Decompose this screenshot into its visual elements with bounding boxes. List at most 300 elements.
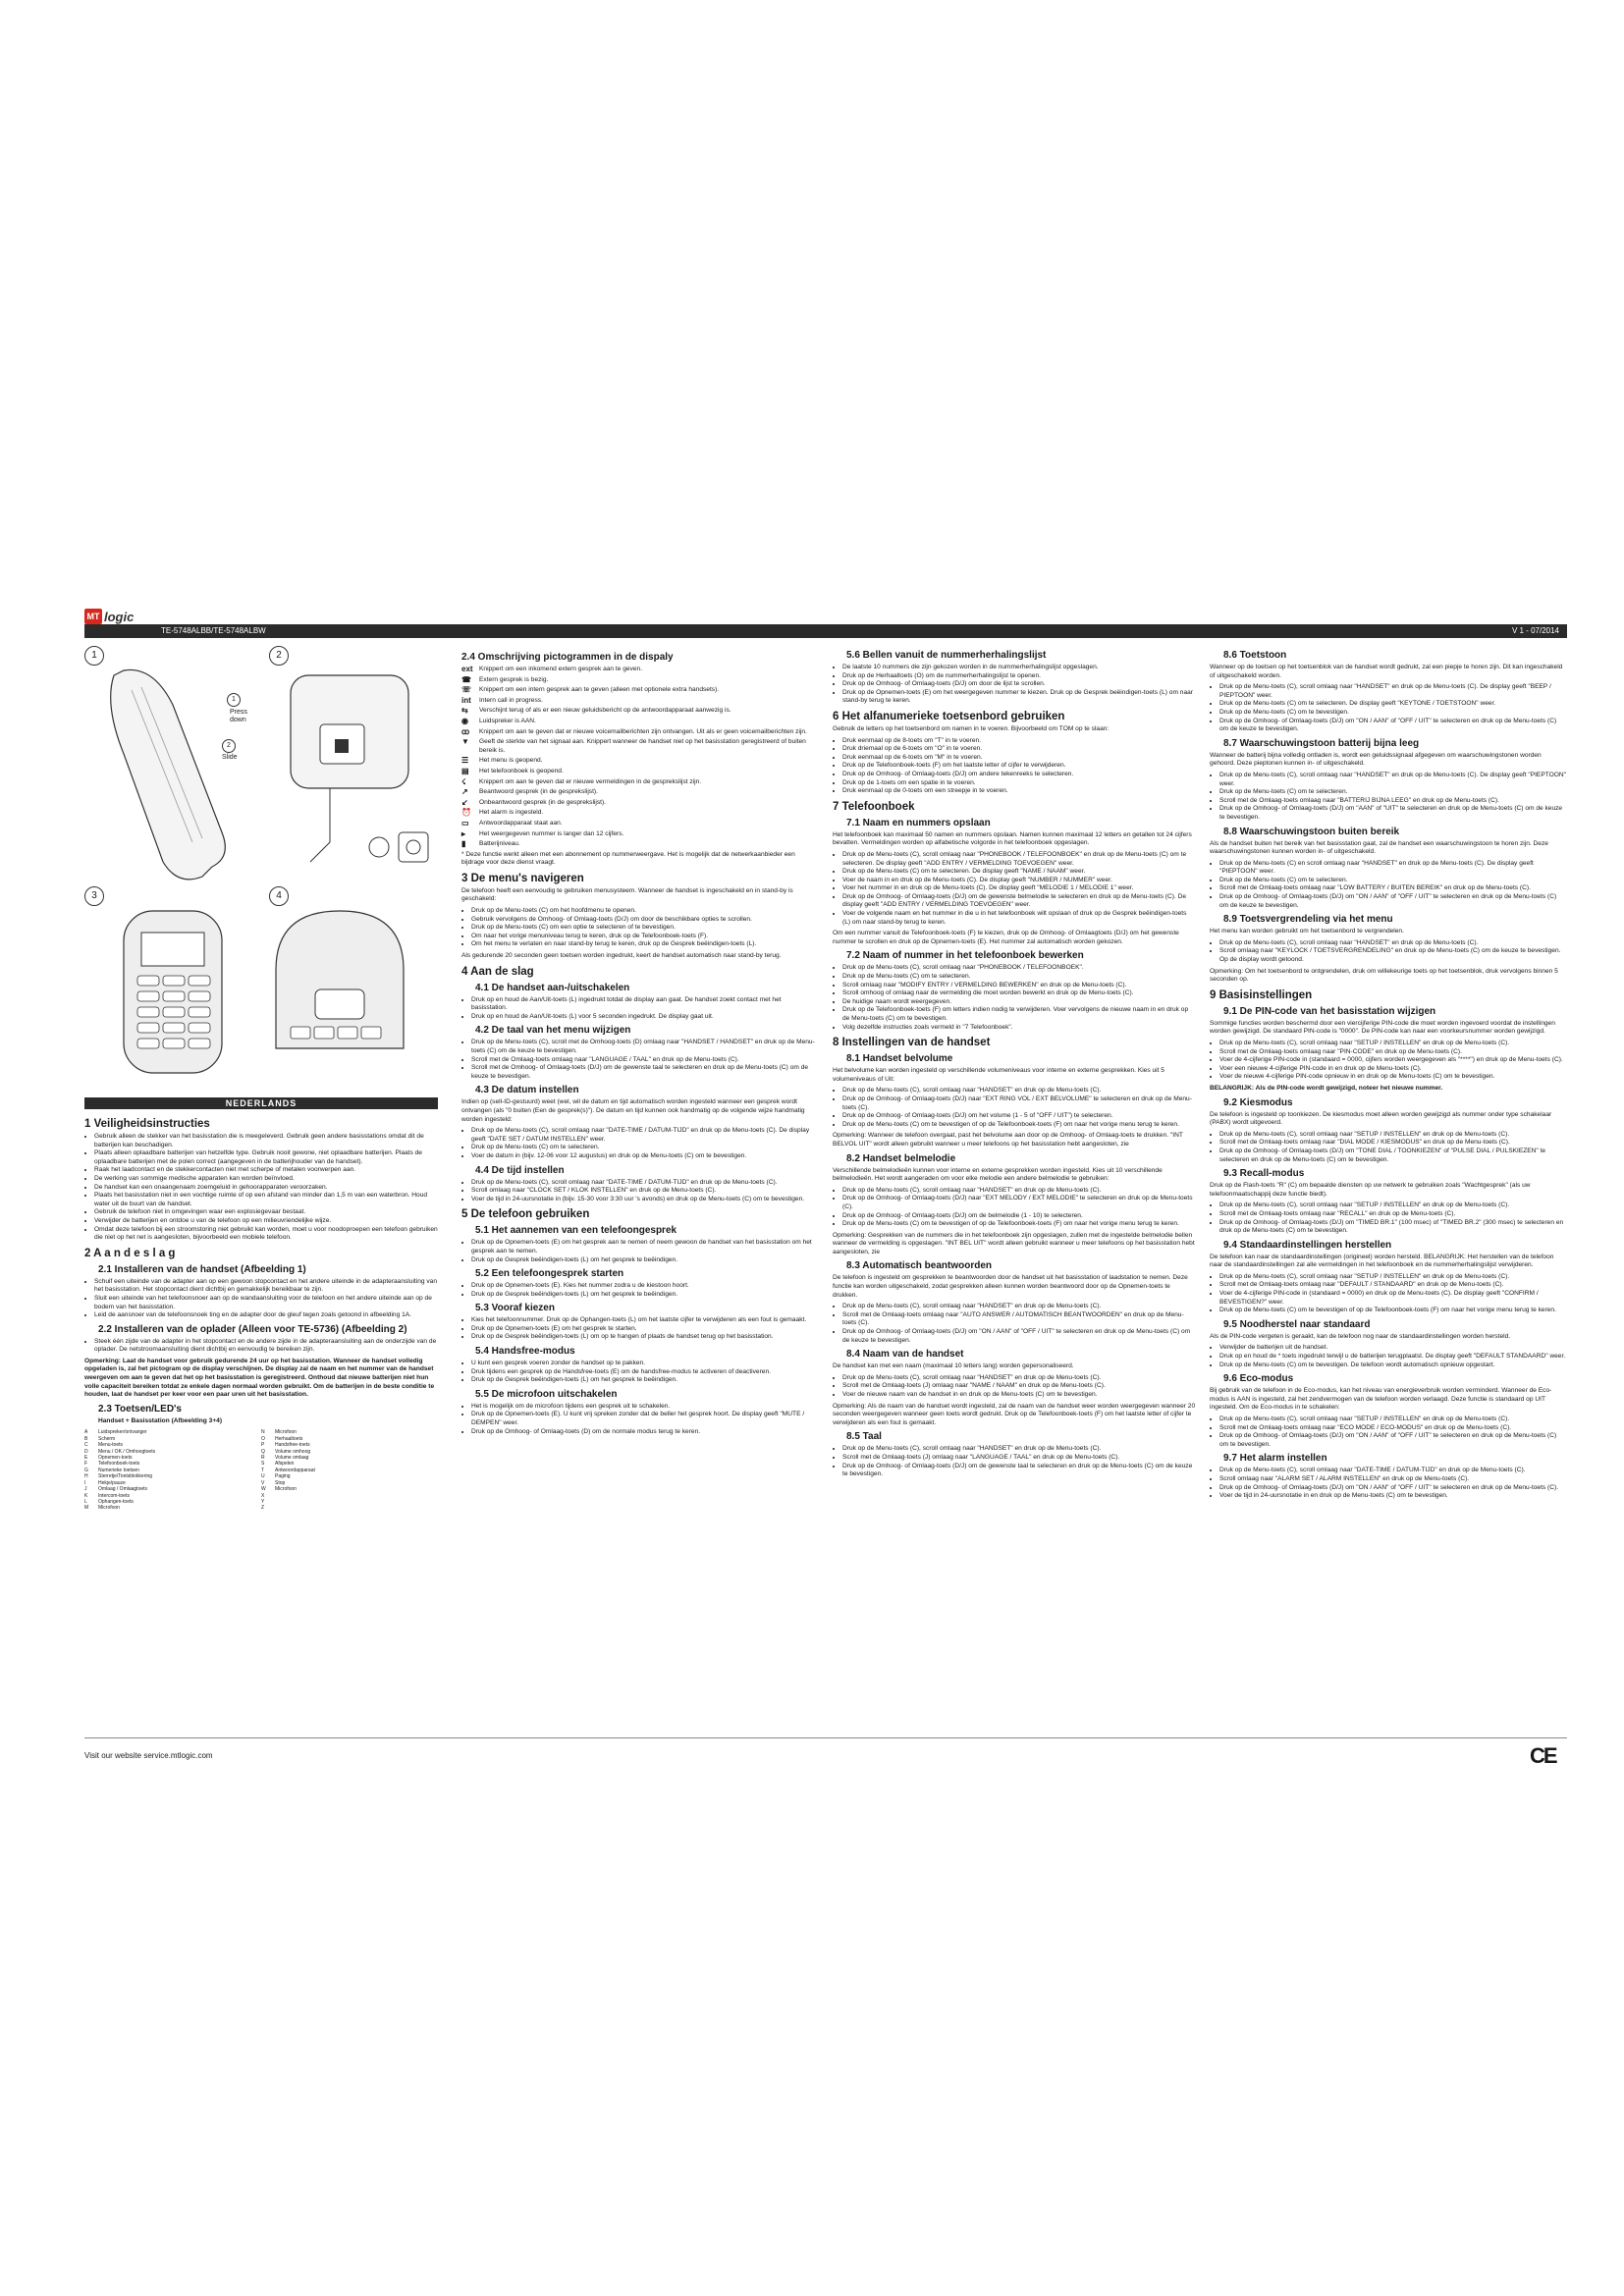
section-5-2-list xyxy=(461,1282,815,1299)
list-item: • Druk op de Menu-toets (C), scroll omlaag naar "HANDSET" en druk op de Menu-toets (C). xyxy=(842,1087,1196,1095)
answering-machine-icon: ⇆ xyxy=(461,706,468,716)
icon-desc: Geeft de sterkte van het signaal aan. Knippert wanneer de handset niet op het basisstation geregistreerd of buiten bereik is. xyxy=(479,738,806,754)
list-item: • Scroll met de Omlaag-toets omlaag naar "PIN-CODE" en druk op de Menu-toets (C). xyxy=(1219,1048,1567,1057)
paragraph: Opmerking: Als de naam van de handset wordt ingesteld, zal de naam van de handset weer worden weergegeven wanneer 20 seconden weergegeven wanneer geen toets wordt gedrukt. Druk op de Telefoonboek-toets (F) om het laatste letter of cijfer te verwijderen als een fout is gemaakt. xyxy=(833,1402,1196,1426)
list-item: • Druk eenmaal op de 8-toets om "T" in te voeren. xyxy=(842,737,1196,746)
list-item: • Raak het laadcontact en de stekkercontacten niet met scherpe of metalen voorwerpen aan. xyxy=(94,1166,438,1175)
section-9-4-title: 9.4 Standaardinstellingen herstellen xyxy=(1223,1239,1392,1251)
list-item: • Druk eenmaal op de 0-toets om een streepje in te voeren. xyxy=(842,787,1196,796)
section-3-list xyxy=(461,907,815,949)
section-4-3-list xyxy=(461,1127,815,1160)
legend-desc: Scherm xyxy=(98,1435,116,1442)
section-7-2-title: 7.2 Naam of nummer in het telefoonboek bewerken xyxy=(846,950,1084,962)
paragraph: Als de PIN-code vergeten is geraakt, kan de telefoon nog naar de standaardinstellingen worden hersteld. xyxy=(1210,1332,1511,1340)
list-item: • Druk op de Menu-toets (C), scroll omlaag naar "HANDSET" en druk op de Menu-toets (C). xyxy=(842,1187,1196,1196)
section-9-3-title: 9.3 Recall-modus xyxy=(1223,1168,1305,1180)
list-item: • Plaats het basisstation niet in een vochtige ruimte of op een afstand van minder dan 1,5 m van een waterbron. Houd water uit de buurt van de handset. xyxy=(94,1192,438,1208)
section-8-3-list xyxy=(833,1303,1196,1345)
legend-desc: Microfoon xyxy=(98,1505,120,1512)
language-bar: NEDERLANDS xyxy=(84,1097,438,1109)
paragraph: Opmerking: Gesprekken van de nummers die in het telefoonboek zijn opgeslagen, zullen met de ingestelde belmelodie bellen wanneer de vermelding is opgeslagen. "INT BEL UIT" wordt alleen gebruikt wanneer u meer telefoons op het basisstation hebt aangesloten, zie xyxy=(833,1231,1195,1255)
icon-row xyxy=(461,809,815,818)
charging-note: Opmerking: Laat de handset voor gebruik gedurende 24 uur op het basisstation. Wanneer de handset volledig opgeladen is, zal het pictogram op de display verschijnen. De display zal de naam en het nummer van de handset weergeven om aan te geven dat het op het basisstation is geregistreerd. Onthoud dat nieuwe batterijen niet hun volle capaciteit bereiken totdat ze enkele dagen normaal worden gebruikt. Om de batterijen in de beste conditie te houden, laat de handset per keer voor een paar uren uit het basisstation. xyxy=(84,1357,435,1399)
section-7-2-list xyxy=(833,964,1196,1032)
callout-number-1: 1 xyxy=(227,693,241,707)
list-item: • Gebruik vervolgens de Omhoog- of Omlaag-toets (D/J) om door de beschikbare opties te scrollen. xyxy=(471,916,815,925)
legend-desc: Stop xyxy=(275,1479,286,1486)
figure-4-base-station xyxy=(276,911,404,1048)
section-8-2-title: 8.2 Handset belmelodie xyxy=(846,1152,956,1164)
column-3 xyxy=(833,646,1196,1482)
section-8-7-list xyxy=(1210,772,1567,823)
section-4-2-title: 4.2 De taal van het menu wijzigen xyxy=(475,1025,631,1037)
list-item: • Druk op de Opnemen-toets (E). Kies het nummer zodra u de kiestoon hoort. xyxy=(471,1282,815,1291)
paragraph: Als gedurende 20 seconden geen toetsen worden ingedrukt, keert de handset automatisch naar stand-by terug. xyxy=(461,952,782,960)
list-item: • Druk op de Menu-toets (C), scroll omlaag naar "PHONEBOOK / TELEFOONBOEK" en druk op de Menu-toets (C) om te selecteren. De display geeft "ADD ENTRY / VERMELDING TOEVOEGEN" weer. xyxy=(842,851,1196,868)
section-8-1-title: 8.1 Handset belvolume xyxy=(846,1053,953,1065)
list-item: • Scroll met de Omlaag-toets omlaag naar "LANGUAGE / TAAL" en druk op de Menu-toets (C). xyxy=(471,1056,815,1065)
section-8-3-title: 8.3 Automatisch beantwoorden xyxy=(846,1260,992,1272)
list-item: • Voer de nieuwe 4-cijferige PIN-code opnieuw in en druk op de Menu-toets (C) om te bevestigen. xyxy=(1219,1073,1567,1082)
list-item: • Druk op de Omhoog- of Omlaag-toets (D/J) om "ON / AAN" of "OFF / UIT" te selecteren en druk op de Menu-toets (C) om de keuze te bevestigen. xyxy=(1219,893,1567,910)
icon-row xyxy=(461,686,815,695)
list-item: • Druk tijdens een gesprek op de Handsfree-toets (E) om de handsfree-modus te activeren of deactiveren. xyxy=(471,1368,815,1377)
list-item: • Schuif een uiteinde van de adapter aan op een gewoon stopcontact en het andere uiteinde in de adapteraansluiting van het basisstation. Het stopcontact dient dichtbij en gemakkelijk bereikbaar te zijn. xyxy=(94,1278,438,1295)
list-item: • Scroll met de Omlaag-toets omlaag naar "RECALL" en druk op de Menu-toets (C). xyxy=(1219,1210,1567,1219)
list-item: • Voer de datum in (bijv. 12-06 voor 12 augustus) en druk op de Menu-toets (C) om te bevestigen. xyxy=(471,1152,815,1161)
section-6-title: 6 Het alfanumerieke toetsenbord gebruiken xyxy=(833,710,1065,722)
list-item: • Druk driemaal op de 6-toets om "O" in te voeren. xyxy=(842,745,1196,754)
section-8-9-title: 8.9 Toetsvergrendeling via het menu xyxy=(1223,914,1393,926)
paragraph: Sommige functies worden beschermd door een viercijferige PIN-code die moet worden ingevoerd voordat de instellingen worden gewijzigd. De standaard PIN-code is "0000". De PIN-code kan naar een voorkeursnummer worden gewijzigd. xyxy=(1210,1019,1555,1036)
call-log-icon: ☇ xyxy=(461,776,466,786)
legend-key: H xyxy=(84,1473,88,1480)
section-6-list xyxy=(833,737,1196,796)
section-5-4-title: 5.4 Handsfree-modus xyxy=(475,1346,575,1358)
list-item: • Druk op de Menu-toets (C), scroll omlaag naar "HANDSET" en druk op de Menu-toets (C). xyxy=(842,1374,1196,1383)
section-3-title: 3 De menu's navigeren xyxy=(461,872,584,884)
section-9-6-list xyxy=(1210,1415,1567,1449)
legend-key: R xyxy=(261,1455,265,1462)
list-item: • Druk op de Omhoog- of Omlaag-toets (D/J) om "ON / AAN" of "OFF / UIT" te selecteren en druk op de Menu-toets (C). xyxy=(1219,1484,1567,1493)
section-9-7-title: 9.7 Het alarm instellen xyxy=(1223,1453,1327,1465)
list-item: • Druk op en houd de Aan/Uit-toets (L) voor 5 seconden ingedrukt. De display gaat uit. xyxy=(471,1013,815,1022)
figures-area xyxy=(84,646,438,1078)
icon-desc: Luidspreker is AAN. xyxy=(479,717,536,724)
icon-desc: Batterijniveau. xyxy=(479,840,520,848)
signal-icon: ▼ xyxy=(461,737,469,747)
icon-descriptions xyxy=(461,666,815,849)
legend-key: G xyxy=(84,1467,88,1473)
model-number: TE-5748ALBB/TE-5748ALBW xyxy=(161,626,266,635)
section-5-4-list xyxy=(461,1360,815,1385)
section-7-1-title: 7.1 Naam en nummers opslaan xyxy=(846,817,991,828)
section-8-2-list xyxy=(833,1187,1196,1229)
list-item: • Verwijder de batterijen en ontdoe u van de telefoon op een milieuvriendelijke wijze. xyxy=(94,1217,438,1226)
phonebook-icon: ▤ xyxy=(461,766,469,775)
list-item: • Scroll met de Omlaag-toets omlaag naar "ECO MODE / ECO-MODUS" en druk op de Menu-toets (C). xyxy=(1219,1424,1567,1433)
figure-number-1: 1 xyxy=(84,646,104,666)
list-item: • De huidige naam wordt weergegeven. xyxy=(842,998,1196,1007)
list-item: • Druk op de Menu-toets (C) en scroll omlaag naar "HANDSET" en druk op de Menu-toets (C). De display geeft "PIEPTOON" weer. xyxy=(1219,860,1567,877)
section-8-5-list xyxy=(833,1445,1196,1478)
answered-call-icon: ↗ xyxy=(461,787,468,797)
legend-key: K xyxy=(84,1492,88,1499)
section-8-8-list xyxy=(1210,860,1567,911)
paragraph: Om een nummer vanuit de Telefoonboek-toets (F) te kiezen, druk op de Omhoog- of Omlaagtoets (D/J) om het gewenste nummer te scrollen en druk op de Opnemen-toets (E). Het nummer zal automatisch worden gekozen. xyxy=(833,930,1179,945)
icon-desc: Onbeantwoord gesprek (in de gesprekslijst). xyxy=(479,798,607,806)
list-item: • De handset kan een onaangenaam zoemgeluid in gehoorapparaten veroorzaken. xyxy=(94,1184,438,1193)
legend-key: J xyxy=(84,1486,87,1493)
legend-desc xyxy=(275,1505,438,1511)
legend-key: O xyxy=(261,1435,265,1442)
ce-mark: CE xyxy=(1530,1743,1556,1768)
key-legend xyxy=(84,1429,438,1511)
list-item: • Druk op de Opnemen-toets (E) om het gesprek aan te nemen of neem gewoon de handset van het basisstation om het gesprek aan te nemen. xyxy=(471,1239,815,1255)
list-item: • Druk op de Menu-toets (C), scroll omlaag naar "PHONEBOOK / TELEFOONBOEK". xyxy=(842,964,1196,973)
list-item: • Voer de nieuwe naam van de handset in en druk op de Menu-toets (C) om te bevestigen. xyxy=(842,1391,1196,1400)
legend-key: P xyxy=(261,1442,265,1449)
list-item: • Scroll met de Omhoog- of Omlaag-toets (D/J) om de gewenste taal te selecteren en druk op de Menu-toets (C) om de keuze te bevestigen. xyxy=(471,1064,815,1081)
list-item: • De laatste 10 nummers die zijn gekozen worden in de nummerherhalingslijst opgeslagen. xyxy=(842,664,1196,672)
icon-desc: Het weergegeven nummer is langer dan 12 cijfers. xyxy=(479,829,624,837)
brand-logo xyxy=(84,605,134,624)
section-2-3-subtitle: Handset + Basisstation (Afbeelding 3+4) xyxy=(98,1416,223,1424)
section-5-3-list xyxy=(461,1316,815,1342)
list-item: • Druk op de Menu-toets (C), scroll met de Omhoog-toets (D) omlaag naar "HANDSET / HANDSET" en druk op de Menu-toets (C) om de keuze te bevestigen. xyxy=(471,1039,815,1055)
list-item: • Verwijder de batterijen uit de handset. xyxy=(1219,1344,1567,1353)
list-item: • Druk op de Menu-toets (C), scroll omlaag naar "SETUP / INSTELLEN" en druk op de Menu-toets (C). xyxy=(1219,1131,1567,1140)
legend-key: Q xyxy=(261,1448,265,1455)
ext-icon: ext xyxy=(461,665,473,673)
paragraph: Het telefoonboek kan maximaal 50 namen en nummers opslaan. Namen kunnen maximaal 12 letters en getallen tot 24 cijfers bevatten. Vermeldingen worden op alfabetische volgorde in het telefoonboek opgeslagen. xyxy=(833,830,1192,847)
list-item: • Druk op de Menu-toets (C) om te selecteren. xyxy=(1219,877,1567,885)
legend-key: I xyxy=(84,1479,86,1486)
list-item: • De werking van sommige medische apparaten kan worden beïnvloed. xyxy=(94,1175,438,1184)
int-icon: int xyxy=(461,695,471,705)
paragraph: Gebruik de letters op het toetsenbord om namen in te voeren. Bijvoorbeeld om TOM op te slaan: xyxy=(833,724,1110,732)
list-item: • Scroll met de Omlaag-toets (J) omlaag naar "LANGUAGE / TAAL" en druk op de Menu-toets (C). xyxy=(842,1454,1196,1463)
legend-desc: Herhaaltoets xyxy=(275,1435,303,1442)
list-item: • Voer het nummer in en druk op de Menu-toets (C). De display geeft "MELODIE 1 / MELODIE 1" weer. xyxy=(842,884,1196,893)
legend-desc: Menu / OK / Omhoogtoets xyxy=(98,1448,156,1455)
legend-desc: Microfoon xyxy=(275,1486,297,1493)
legend-key: Y xyxy=(261,1498,265,1505)
list-item: • Voer de 4-cijferige PIN-code in (standaard = 0000, cijfers worden weergegeven als "****") en druk op de Menu-toets (C). xyxy=(1219,1056,1567,1065)
phone-icon: ☎ xyxy=(461,674,471,684)
arrow-right-icon: ▸ xyxy=(461,828,466,838)
press-label: Press xyxy=(230,709,247,716)
list-item: • Druk op de Omhoog- of Omlaag-toets (D/J) om "ON / AAN" of "OFF / UIT" te selecteren en druk op de Menu-toets (C) om de keuze te bevestigen. xyxy=(842,1328,1196,1345)
paragraph: Wanneer op de toetsen op het toetsenblok van de handset wordt gedrukt, zal een piepje te horen zijn. Dit kan ingeschakeld of uitgeschakeld worden. xyxy=(1210,664,1563,679)
legend-desc: Hekje/pauze xyxy=(98,1479,126,1486)
list-item: • Druk op de Menu-toets (C), scroll omlaag naar "HANDSET" en druk op de Menu-toets (C). De display geeft "BEEP / PIEPTOON" weer. xyxy=(1219,683,1567,700)
list-item: • Om het menu te verlaten en naar stand-by terug te keren, druk op de Gesprek beëindigen-toets (L). xyxy=(471,940,815,949)
section-4-1-list xyxy=(461,996,815,1022)
icon-desc: Knippert om aan te geven dat er nieuwe vermeldingen in de gesprekslijst zijn. xyxy=(479,777,702,785)
section-2-1-list xyxy=(84,1278,438,1320)
list-item: • Volg dezelfde instructies zoals vermeld in "7 Telefoonboek". xyxy=(842,1024,1196,1033)
list-item: • Voer de volgende naam en het nummer in die u in het telefoonboek wilt opslaan of druk op de Gesprek beëindigen-toets (L) om naar stand-by terug te keren. xyxy=(842,910,1196,927)
list-item: • Druk op de Menu-toets (C) om het hoofdmenu te openen. xyxy=(471,907,815,916)
legend-key: Z xyxy=(261,1505,265,1512)
section-8-9-list xyxy=(1210,939,1567,965)
section-9-4-list xyxy=(1210,1273,1567,1315)
icons-note: * Deze functie werkt alleen met een abonnement op nummerweergave. Het is mogelijk dat de netwerkaanbieder een bijdrage voor deze dienst vraagt. xyxy=(461,850,795,867)
list-item: • Druk op de Omhoog- of Omlaag-toets (D/J) naar "EXT RING VOL / EXT BELVOLUME" te selecteren en druk op de Menu-toets (C). xyxy=(842,1095,1196,1112)
list-item: • Druk op de Menu-toets (C) om te bevestigen of op de Telefoonboek-toets (F) om naar het vorige menu terug te keren. xyxy=(842,1220,1196,1229)
section-9-6-title: 9.6 Eco-modus xyxy=(1223,1373,1294,1385)
list-item: • Druk op de Opnemen-toets (E). U kunt vrij spreken zonder dat de beller het gesprek hoort. De display geeft "MUTE / DEMPEN" weer. xyxy=(471,1411,815,1427)
list-item: • Plaats alleen oplaadbare batterijen van hetzelfde type. Gebruik nooit gewone, niet oplaadbare batterijen. Plaats de oplaadbare batterijen met de polen correct (aangegeven in de batterijhouder van de handset). xyxy=(94,1149,438,1166)
paragraph: Het menu kan worden gebruikt om het toetsenbord te vergrendelen. xyxy=(1210,928,1404,935)
legend-desc: Opnemen-toets xyxy=(98,1455,133,1462)
icon-row xyxy=(461,707,815,716)
list-item: • Scroll met de Omlaag-toets omlaag naar "BATTERIJ BIJNA LEEG" en druk op de Menu-toets (C). xyxy=(1219,797,1567,806)
callout-number-2: 2 xyxy=(222,739,236,753)
icon-row xyxy=(461,718,815,726)
legend-key: T xyxy=(261,1467,265,1473)
list-item: • Druk op de Gesprek beëindigen-toets (L) om het gesprek te beëindigen. xyxy=(471,1376,815,1385)
list-item: • Sluit een uiteinde van het telefoonsnoer aan op de wandaansluiting voor de telefoon en het andere uiteinde aan op de bodem van het basisstation. xyxy=(94,1295,438,1311)
figure-number-4: 4 xyxy=(269,886,289,906)
icon-row xyxy=(461,757,815,766)
list-item: • Druk op de Menu-toets (C), scroll omlaag naar "DATE-TIME / DATUM-TIJD" en druk op de Menu-toets (C). De display geeft "DATE SET / DATUM INSTELLEN" weer. xyxy=(471,1127,815,1144)
list-item: • Druk op de Gesprek beëindigen-toets (L) om het gesprek te beëindigen. xyxy=(471,1256,815,1265)
section-8-1-list xyxy=(833,1087,1196,1129)
footer-divider xyxy=(84,1737,1567,1738)
list-item: • Scroll met de Omlaag-toets omlaag naar "DIAL MODE / KIESMODUS" en druk op de Menu-toets (C). xyxy=(1219,1139,1567,1148)
legend-key: A xyxy=(84,1429,88,1436)
voicemail-icon: ꝏ xyxy=(461,726,470,736)
section-2-title: 2 A a n d e s l a g xyxy=(84,1247,176,1259)
section-4-3-title: 4.3 De datum instellen xyxy=(475,1085,579,1096)
section-4-title: 4 Aan de slag xyxy=(461,965,534,978)
list-item: • Druk op de Omhoog- of Omlaag-toets (D/J) om de belmelodie (1 - 10) te selecteren. xyxy=(842,1212,1196,1221)
section-5-1-title: 5.1 Het aannemen van een telefoongesprek xyxy=(475,1225,677,1237)
paragraph: De telefoon kan naar de standaardinstellingen (origineel) worden hersteld. BELANGRIJK: Het herstellen van de telefoon naar de standaardinstellingen zal alle vermeldingen in het telefoonboek en de nummerherhalingslijst verwijderen. xyxy=(1210,1253,1554,1269)
section-7-title: 7 Telefoonboek xyxy=(833,800,915,813)
column-1 xyxy=(84,1113,438,1512)
figure-1-handset-illustration xyxy=(111,669,226,879)
legend-desc: Intercom-toets xyxy=(98,1492,130,1499)
list-item: • Druk op de Menu-toets (C), scroll omlaag naar "HANDSET" en druk op de Menu-toets (C). xyxy=(842,1445,1196,1454)
list-item: • Druk op en houd de * toets ingedrukt terwijl u de batterijen terugplaatst. De display geeft "DEFAULT STANDAARD" weer. xyxy=(1219,1353,1567,1362)
legend-desc: Sterretje/Toetsblokkering xyxy=(98,1473,153,1480)
tape-icon: ▭ xyxy=(461,818,469,828)
section-5-6-list xyxy=(833,664,1196,706)
column-2 xyxy=(461,646,815,1439)
section-5-title: 5 De telefoon gebruiken xyxy=(461,1208,590,1221)
list-item: • Druk op en houd de Aan/Uit-toets (L) ingedrukt totdat de display aan gaat. De handset zoekt contact met het basisstation. xyxy=(471,996,815,1013)
section-5-3-title: 5.3 Vooraf kiezen xyxy=(475,1303,555,1314)
icon-desc: Knippert om een intern gesprek aan te geven (alleen met optionele extra handsets). xyxy=(479,686,720,694)
list-item: • Druk op de Menu-toets (C), scroll omlaag naar "DATE-TIME / DATUM-TIJD" en druk op de Menu-toets (C). xyxy=(1219,1467,1567,1475)
list-item: • Druk op de Menu-toets (C), scroll omlaag naar "HANDSET" en druk op de Menu-toets (C). xyxy=(1219,939,1567,948)
section-5-2-title: 5.2 Een telefoongesprek starten xyxy=(475,1268,624,1280)
list-item: • Druk op de Menu-toets (C) om een optie te selecteren of te bevestigen. xyxy=(471,924,815,933)
section-9-2-list xyxy=(1210,1131,1567,1164)
figure-3-handset-front xyxy=(124,911,222,1073)
list-item: • Druk op de Menu-toets (C), scroll omlaag naar "HANDSET" en druk op de Menu-toets (C). De display geeft "PIEPTOON" weer. xyxy=(1219,772,1567,788)
missed-call-icon: ↙ xyxy=(461,797,468,807)
section-8-5-title: 8.5 Taal xyxy=(846,1431,882,1443)
down-label: down xyxy=(230,717,246,723)
list-item: • Kies het telefoonnummer. Druk op de Ophangen-toets (L) om het laatste cijfer te verwijderen als een fout is gemaakt. xyxy=(471,1316,815,1325)
section-9-3-list xyxy=(1210,1201,1567,1235)
list-item: • Druk op de Menu-toets (C) om te selecteren. xyxy=(471,1144,815,1152)
icon-row xyxy=(461,840,815,849)
section-9-1-title: 9.1 De PIN-code van het basisstation wijzigen xyxy=(1223,1005,1436,1017)
list-item: • Druk op de Omhoog- of Omlaag-toets (D/J) om door de lijst te scrollen. xyxy=(842,680,1196,689)
icon-row xyxy=(461,799,815,808)
legend-key: U xyxy=(261,1473,265,1480)
section-7-1-list xyxy=(833,851,1196,927)
legend-desc: Volume omhoog xyxy=(275,1448,311,1455)
list-item: • Druk op de Opnemen-toets (E) om het weergegeven nummer te kiezen. Druk op de Gesprek beëindigen-toets (L) om naar stand-by terug te keren. xyxy=(842,689,1196,706)
icon-row xyxy=(461,768,815,776)
section-9-1-list xyxy=(1210,1040,1567,1082)
list-item: • Druk op de Omhoog- of Omlaag-toets (D/J) om "ON / AAN" of "OFF / UIT" te selecteren en druk op de Menu-toets (C) om te bevestigen. xyxy=(1219,1432,1567,1449)
legend-desc: Telefoonboek-toets xyxy=(98,1461,140,1468)
list-item: • Druk op de Menu-toets (C) om te bevestigen of op de Telefoonboek-toets (F) om naar het vorige menu terug te keren. xyxy=(1219,1307,1567,1315)
legend-desc: Antwoordapparaat xyxy=(275,1467,315,1473)
icon-desc: Knippert om aan te geven dat er nieuwe voicemailberichten zijn ontvangen. Uit als er geen voicemailberichten zijn. xyxy=(479,727,807,735)
legend-desc: Luidspreker/ontvanger xyxy=(98,1429,147,1436)
section-2-4-title: 2.4 Omschrijving pictogrammen in de dispaly xyxy=(461,652,674,663)
list-item: • Druk op de Omhoog- of Omlaag-toets (D/J) om "TONE DIAL / TOONKIEZEN" of "PULSE DIAL / PULSKIEZEN" te selecteren en druk op de Menu-toets (C) om te bevestigen. xyxy=(1219,1148,1567,1164)
list-item: • Gebruik de telefoon niet in omgevingen waar een explosiegevaar bestaat. xyxy=(94,1208,438,1217)
list-item: • Druk op de Omhoog- of Omlaag-toets (D/J) om "ON / AAN" of "OFF / UIT" te selecteren en druk op de Menu-toets (C) om de keuze te bevestigen. xyxy=(1219,718,1567,734)
legend-key: N xyxy=(261,1429,265,1436)
figure-2-charger-illustration xyxy=(291,675,428,862)
figure-number-3: 3 xyxy=(84,886,104,906)
icon-desc: Het alarm is ingesteld. xyxy=(479,809,544,817)
list-item: • Druk op de Omhoog- of Omlaag-toets (D/J) naar "EXT MELODY / EXT MELODIE" te selecteren en druk op de Menu-toets (C). xyxy=(842,1195,1196,1211)
list-item: • Steek één zijde van de adapter in het stopcontact en de andere zijde in de adapteraansluiting aan de onderzijde van de oplader. De netstroomaansluiting dient dichtbij en eenvoudig te bereiken zijn. xyxy=(94,1338,438,1355)
list-item: • Scroll met de Omlaag-toets omlaag naar "AUTO ANSWER / AUTOMATISCH BEANTWOORDEN" en druk op de Menu-toets (C). xyxy=(842,1311,1196,1328)
legend-desc: Ophangen-toets xyxy=(98,1498,134,1505)
paragraph: Opmerking: Om het toetsenbord te ontgrendelen, druk om willekeurige toets op het toetsenblok, druk vervolgens binnen 5 seconden op. xyxy=(1210,967,1558,984)
speaker-icon: ◉ xyxy=(461,716,468,725)
list-item: • Leid de aansnoer van de telefoonsnoek ting en de adapter door de gleuf tegen zoals getoond in afbeelding 1A. xyxy=(94,1311,438,1320)
icon-row xyxy=(461,830,815,839)
list-item: • Druk eenmaal op de 6-toets om "M" in te voeren. xyxy=(842,754,1196,763)
legend-key: X xyxy=(261,1492,265,1499)
list-item: • Druk op de Menu-toets (C) om te bevestigen of op de Telefoonboek-toets (F) om naar het vorige menu terug te keren. xyxy=(842,1121,1196,1130)
icon-row xyxy=(461,738,815,755)
list-item: • Druk op de Omhoog- of Omlaag-toets (D/J) om "AAN" of "UIT" te selecteren en druk op de Menu-toets (C) om de keuze te bevestigen. xyxy=(1219,805,1567,822)
icon-desc: Beantwoord gesprek (in de gesprekslijst). xyxy=(479,788,598,796)
list-item: • Druk op de Omhoog- of Omlaag-toets (D/J) om de gewenste belmelodie te selecteren en druk op de Menu-toets (C). De display geeft "ADD ENTRY / VERMELDING TOEVOEGEN" weer. xyxy=(842,893,1196,910)
list-item: • Scroll met de Omlaag-toets (J) omlaag naar "NAME / NAAM" en druk op de Menu-toets (C). xyxy=(842,1382,1196,1391)
list-item: • Druk op de Menu-toets (C) om te selecteren. De display geeft "KEYTONE / TOETSTOON" weer. xyxy=(1219,700,1567,709)
list-item: • Druk op de Herhaaltoets (O) om de nummerherhalingslijst te openen. xyxy=(842,672,1196,681)
section-9-5-title: 9.5 Noodherstel naar standaard xyxy=(1223,1318,1371,1330)
intern-phone-icon: ☏ xyxy=(461,685,472,695)
list-item: • Druk op de Omhoog- of Omlaag-toets (D/J) om andere tekenreeks te selecteren. xyxy=(842,771,1196,779)
footer-website[interactable]: Visit our website service.mtlogic.com xyxy=(84,1751,213,1760)
list-item: • Druk op de 1-toets om een spatie in te voeren. xyxy=(842,779,1196,788)
legend-desc: Afspelen xyxy=(275,1461,295,1468)
icon-desc: Intern call in progress. xyxy=(479,696,543,704)
list-item: • Scroll omlaag naar "ALARM SET / ALARM INSTELLEN" en druk op de Menu-toets (C). xyxy=(1219,1475,1567,1484)
legend-desc: Omlaag / Omlaagtoets xyxy=(98,1486,148,1493)
section-5-5-list xyxy=(461,1403,815,1436)
icon-desc: Knippert om een inkomend extern gesprek aan te geven. xyxy=(479,666,643,672)
list-item: • Druk op de Menu-toets (C) om te bevestigen. De telefoon wordt automatisch opnieuw opgestart. xyxy=(1219,1362,1567,1370)
section-8-7-title: 8.7 Waarschuwingstoon batterij bijna leeg xyxy=(1223,737,1420,749)
section-8-6-title: 8.6 Toetstoon xyxy=(1223,650,1287,661)
product-figures xyxy=(84,646,438,1078)
paragraph: Bij gebruik van de telefoon in de Eco-modus, kan het niveau van energieverbruik worden verminderd. Wanneer de Eco-modus is AAN is ingesteld, zal het zendvermogen van de telefoon worden verlaagd. Deze functie is standaard op UIT ingesteld. Om de Eco-modus in te schakelen: xyxy=(1210,1387,1552,1412)
list-item: • Om naar het vorige menuniveau terug te keren, druk op de Telefoonboek-toets (F). xyxy=(471,933,815,941)
paragraph: Verschillende belmelodieën kunnen voor interne en externe gesprekken worden ingesteld. Kies uit 10 verschillende belmelodieën. Het wordt aangeraden om voor elke melodie een andere belmelodie te gebruiken: xyxy=(833,1166,1163,1183)
legend-key: M xyxy=(84,1505,89,1512)
paragraph: Als de handset buiten het bereik van het basisstation gaat, zal de handset een waarschuwingstoon te horen zijn. Deze waarschuwingstonen kunnen worden in- of uitgeschakeld. xyxy=(1210,839,1548,856)
legend-key: F xyxy=(84,1461,88,1468)
paragraph: Wanneer de batterij bijna volledig ontladen is, wordt een geluidssignaal afgegeven om waarschuwingstonen worden gehoord. Deze pieptonen kunnen in- of uitgeschakeld. xyxy=(1210,751,1542,768)
section-2-1-title: 2.1 Installeren van de handset (Afbeelding 1) xyxy=(98,1263,306,1275)
list-item: • Voer de 4-cijferige PIN-code in (standaard = 0000) en druk op de Menu-toets (C). De display geeft "CONFIRM / BEVESTIGEN?" weer. xyxy=(1219,1290,1567,1307)
list-item: • Druk op de Telefoonboek-toets (F) om het laatste letter of cijfer te verwijderen. xyxy=(842,762,1196,771)
paragraph: De telefoon is ingesteld op toonkiezen. De kiesmodus moet alleen worden gewijzigd als nummer onder type schakelaar (PABX) wordt uitgevoerd. xyxy=(1210,1110,1552,1127)
icon-row xyxy=(461,676,815,685)
section-4-4-title: 4.4 De tijd instellen xyxy=(475,1164,565,1176)
section-2-2-list xyxy=(84,1338,438,1355)
list-item: • Druk op de Menu-toets (C), scroll omlaag naar "SETUP / INSTELLEN" en druk op de Menu-toets (C). xyxy=(1219,1201,1567,1210)
paragraph: De telefoon heeft een eenvoudig te gebruiken menusysteem. Wanneer de handset is ingeschakeld en in stand-by is geschakeld: xyxy=(461,886,793,903)
legend-key: W xyxy=(261,1486,266,1493)
list-item: • Druk op de Menu-toets (C), scroll omlaag naar "SETUP / INSTELLEN" en druk op de Menu-toets (C). xyxy=(1219,1415,1567,1424)
version-label: V 1 - 07/2014 xyxy=(1511,626,1559,635)
legend-key: L xyxy=(84,1498,87,1505)
icon-desc: Antwoordapparaat staat aan. xyxy=(479,819,563,827)
header-bar xyxy=(84,624,1567,638)
icon-row xyxy=(461,697,815,706)
list-item: • Druk op de Menu-toets (C), scroll omlaag naar "DATE-TIME / DATUM-TIJD" en druk op de Menu-toets (C). xyxy=(471,1179,815,1188)
section-9-7-list xyxy=(1210,1467,1567,1500)
list-item: • Druk op de Menu-toets (C) om te selecteren. De display geeft "NAME / NAAM" weer. xyxy=(842,868,1196,877)
icon-desc: Het telefoonboek is geopend. xyxy=(479,767,564,774)
legend-desc: Paging xyxy=(275,1473,291,1480)
paragraph: Druk op de Flash-toets "R" (C) om bepaalde diensten op uw netwerk te gebruiken zoals "Wachtgesprek" (als uw telefoonmaatschappij deze functie biedt). xyxy=(1210,1182,1531,1198)
list-item: • Scroll omlaag naar "CLOCK SET / KLOK INSTELLEN" en druk op de Menu-toets (C). xyxy=(471,1187,815,1196)
section-5-6-title: 5.6 Bellen vanuit de nummerherhalingslijst xyxy=(846,650,1047,661)
list-item: • Scroll omlaag naar "MODIFY ENTRY / VERMELDING BEWERKEN" en druk op de Menu-toets (C). xyxy=(842,982,1196,990)
section-9-title: 9 Basisinstellingen xyxy=(1210,988,1313,1001)
icon-row xyxy=(461,728,815,737)
legend-key: B xyxy=(84,1435,88,1442)
legend-desc: Volume omlaag xyxy=(275,1455,309,1462)
section-2-3-title: 2.3 Toetsen/LED's xyxy=(98,1403,182,1415)
icon-row xyxy=(461,788,815,797)
section-4-2-list xyxy=(461,1039,815,1081)
list-item: • Druk op de Menu-toets (C) om te selecteren. xyxy=(842,973,1196,982)
section-1-title: 1 Veiligheidsinstructies xyxy=(84,1118,210,1130)
section-8-4-title: 8.4 Naam van de handset xyxy=(846,1349,964,1361)
list-item: • Druk op de Gesprek beëindigen-toets (L) om het gesprek te beëindigen. xyxy=(471,1291,815,1300)
list-item: • Druk op de Menu-toets (C), scroll omlaag naar "SETUP / INSTELLEN" en druk op de Menu-toets (C). xyxy=(1219,1040,1567,1048)
paragraph: De handset kan met een naam (maximaal 10 letters lang) worden gepersonaliseerd. xyxy=(833,1362,1074,1370)
list-item: • Druk op de Omhoog- of Omlaag-toets (D/J) om het volume (1 - 5 of "OFF / UIT") te selecteren. xyxy=(842,1112,1196,1121)
paragraph: De telefoon is ingesteld om gesprekken te beantwoorden door de handset uit het basisstation of laadstation te nemen. Deze functie kan worden uitgeschakeld, zodat gesprekken alleen kunnen worden beantwoord door op de Opnemen-toets te drukken. xyxy=(833,1274,1188,1299)
battery-icon: ▮ xyxy=(461,839,466,849)
section-4-1-title: 4.1 De handset aan-/uitschakelen xyxy=(475,982,630,993)
list-item: • Voer de tijd in 24-uursnotatie in en druk op de Menu-toets (C) om te bevestigen. xyxy=(1219,1492,1567,1501)
list-item: • Scroll omhoog of omlaag naar de vermelding die moet worden bewerkt en druk op de Menu-toets (C). xyxy=(842,989,1196,998)
legend-key: D xyxy=(84,1448,88,1455)
